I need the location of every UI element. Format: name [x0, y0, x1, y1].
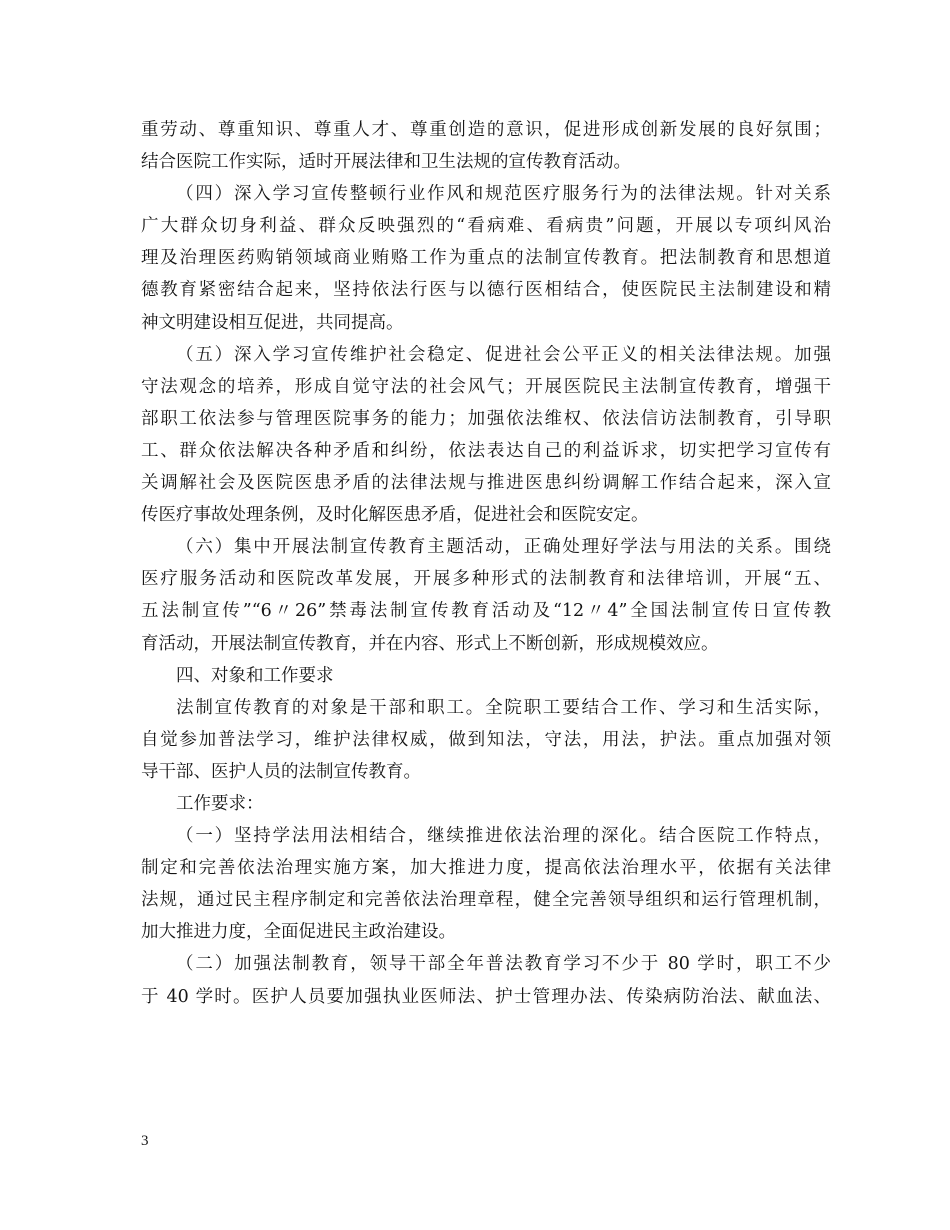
text-line: 导干部、医护人员的法制宣传教育。	[141, 761, 421, 782]
text-line: 四、对象和工作要求	[176, 665, 334, 686]
text-line: 加大推进力度，全面促进民主政治建设。	[141, 922, 456, 943]
text-line: 于 40 学时。医护人员要加强执业医师法、护士管理办法、传染病防治法、献血法、	[141, 986, 831, 1007]
text-line: 工作要求：	[176, 793, 264, 814]
text-line: 制定和完善依法治理实施方案，加大推进力度，提高依法治理水平，依据有关法律	[141, 858, 831, 879]
text-line: 育活动，开展法制宣传教育，并在内容、形式上不断创新，形成规模效应。	[141, 633, 719, 654]
text-line: 法规，通过民主程序制定和完善依法治理章程，健全完善领导组织和运行管理机制，	[141, 890, 831, 911]
text-line: 重劳动、尊重知识、尊重人才、尊重创造的意识，促进形成创新发展的良好氛围；	[141, 120, 831, 140]
text-line: 德教育紧密结合起来，坚持依法行医与以德行医相结合，使医院民主法制建设和精	[141, 280, 831, 301]
text-line: 理及治理医药购销领域商业贿赂工作为重点的法制宣传教育。把法制教育和思想道	[141, 248, 831, 269]
text-line: 部职工依法参与管理医院事务的能力；加强依法维权、依法信访法制教育，引导职	[141, 408, 831, 429]
text-line: （五）深入学习宣传维护社会稳定、促进社会公平正义的相关法律法规。加强	[176, 344, 831, 365]
document-body	[141, 114, 831, 1013]
text-line: 法制宣传教育的对象是干部和职工。全院职工要结合工作、学习和生活实际，	[176, 697, 831, 718]
text-line: 五法制宣传”“6〃26”禁毒法制宣传教育活动及“12〃4”全国法制宣传日宣传教	[141, 601, 831, 622]
text-line: 关调解社会及医院医患矛盾的法律法规与推进医患纠纷调解工作结合起来，深入宣	[141, 473, 831, 494]
text-line: （二）加强法制教育，领导干部全年普法教育学习不少于 80 学时，职工不少	[176, 954, 831, 975]
text-line: 神文明建设相互促进，共同提高。	[141, 312, 404, 333]
text-line: （六）集中开展法制宣传教育主题活动，正确处理好学法与用法的关系。围绕	[176, 537, 831, 558]
text-line: 传医疗事故处理条例，及时化解医患矛盾，促进社会和医院安定。	[141, 505, 649, 526]
text-line: （四）深入学习宣传整顿行业作风和规范医疗服务行为的法律法规。针对关系	[176, 184, 831, 205]
text-line: 工、群众依法解决各种矛盾和纠纷，依法表达自己的利益诉求，切实把学习宣传有	[141, 440, 831, 461]
text-line: 广大群众切身利益、群众反映强烈的“看病难、看病贵”问题，开展以专项纠风治	[141, 216, 831, 237]
text-line: 结合医院工作实际，适时开展法律和卫生法规的宣传教育活动。	[141, 152, 631, 173]
text-line: 守法观念的培养，形成自觉守法的社会风气；开展医院民主法制宣传教育，增强干	[141, 376, 831, 397]
text-line: （一）坚持学法用法相结合，继续推进依法治理的深化。结合医院工作特点，	[176, 826, 831, 847]
text-line: 自觉参加普法学习，维护法律权威，做到知法，守法，用法，护法。重点加强对领	[141, 729, 831, 750]
text-line: 医疗服务活动和医院改革发展，开展多种形式的法制教育和法律培训，开展“五、	[141, 569, 831, 590]
page-number: 3	[141, 1133, 149, 1149]
